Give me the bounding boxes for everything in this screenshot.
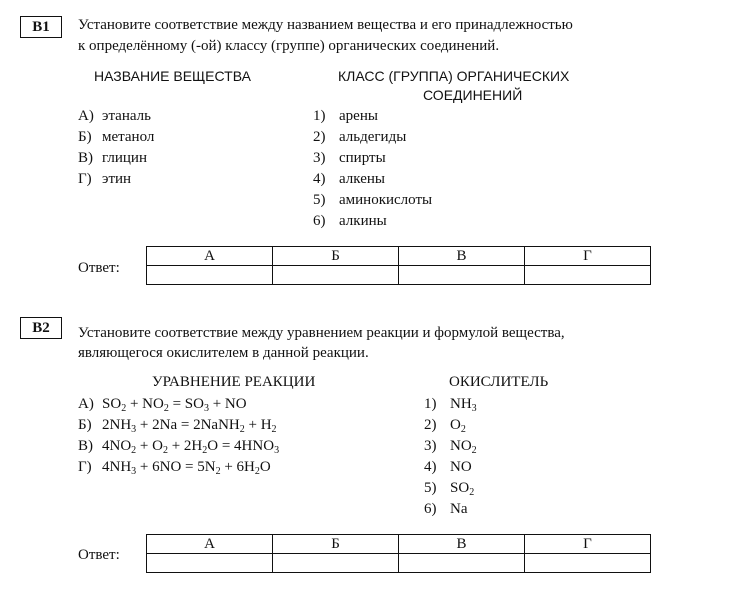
b2-intro-line-1: Установите соответствие между уравнением реакции и формулой вещества, bbox=[78, 325, 565, 341]
item-key: Г) bbox=[78, 459, 92, 475]
formula: $SO_2 + NO_2 = SO_3$ + NO bbox=[102, 396, 247, 414]
answer-input-row bbox=[147, 266, 651, 285]
item-key: Г) bbox=[78, 171, 92, 187]
b2-right-column-header: ОКИСЛИТЕЛЬ bbox=[449, 374, 549, 390]
answer-column-header: Б bbox=[273, 535, 399, 554]
item-text: альдегиды bbox=[339, 129, 407, 145]
formula: $4NH_3 + 6NO = 5N_2 + 6H_2O$ bbox=[102, 459, 271, 477]
b2-left-column-header: УРАВНЕНИЕ РЕАКЦИИ bbox=[152, 374, 316, 390]
item-key: 2) bbox=[313, 129, 326, 145]
list-item bbox=[78, 458, 271, 476]
answer-cell-b[interactable] bbox=[273, 554, 399, 573]
list-item bbox=[78, 437, 279, 455]
list-item bbox=[424, 479, 474, 497]
b2-intro-line-2: являющегося окислителем в данной реакции. bbox=[78, 345, 369, 361]
formula: Na bbox=[450, 501, 468, 517]
b2-task-label: B2 bbox=[20, 317, 62, 339]
item-text: этин bbox=[102, 171, 132, 187]
b1-answer-table bbox=[146, 246, 651, 285]
list-item bbox=[313, 149, 386, 167]
answer-column-header: А bbox=[147, 247, 273, 266]
formula: $NO_2$ bbox=[450, 438, 477, 456]
list-item bbox=[424, 395, 477, 413]
b1-answer-label: Ответ: bbox=[78, 260, 120, 276]
list-item bbox=[78, 149, 147, 167]
b1-intro-line-1: Установите соответствие между названием вещества и его принадлежностью bbox=[78, 17, 573, 33]
answer-cell-g[interactable] bbox=[525, 554, 651, 573]
list-item bbox=[313, 212, 387, 230]
formula: $SO_2$ bbox=[450, 480, 475, 498]
item-text: спирты bbox=[339, 150, 386, 166]
item-key: 3) bbox=[424, 438, 437, 454]
item-text: этаналь bbox=[102, 108, 151, 124]
b1-task-label: B1 bbox=[20, 16, 62, 38]
item-key: А) bbox=[78, 396, 94, 412]
answer-column-header: Г bbox=[525, 535, 651, 554]
item-key: 4) bbox=[424, 459, 437, 475]
list-item bbox=[313, 128, 406, 146]
list-item bbox=[424, 458, 472, 476]
list-item bbox=[78, 107, 151, 125]
list-item bbox=[313, 191, 432, 209]
answer-cell-g[interactable] bbox=[525, 266, 651, 285]
formula: $NH_3$ bbox=[450, 396, 477, 414]
item-text: алкены bbox=[339, 171, 385, 187]
list-item bbox=[424, 416, 466, 434]
item-text: глицин bbox=[102, 150, 147, 166]
b1-right-column-header-line-2: СОЕДИНЕНИЙ bbox=[423, 87, 523, 103]
list-item bbox=[78, 395, 247, 413]
item-key: 5) bbox=[424, 480, 437, 496]
item-key: 1) bbox=[424, 396, 437, 412]
answer-column-header: В bbox=[399, 535, 525, 554]
formula: $O_2$ bbox=[450, 417, 466, 435]
list-item bbox=[78, 170, 131, 188]
answer-header-row bbox=[147, 247, 651, 266]
item-key: 6) bbox=[424, 501, 437, 517]
item-key: Б) bbox=[78, 129, 92, 145]
formula: NO bbox=[450, 459, 472, 475]
answer-cell-a[interactable] bbox=[147, 266, 273, 285]
b2-answer-table bbox=[146, 534, 651, 573]
list-item bbox=[424, 500, 468, 518]
answer-column-header: В bbox=[399, 247, 525, 266]
answer-cell-v[interactable] bbox=[399, 554, 525, 573]
item-key: А) bbox=[78, 108, 94, 124]
item-key: В) bbox=[78, 150, 93, 166]
formula: $2NH_3 + 2Na$ = 2NaNH$_2$ + $H_2$ bbox=[102, 417, 277, 435]
list-item bbox=[313, 170, 385, 188]
answer-cell-a[interactable] bbox=[147, 554, 273, 573]
item-text: аминокислоты bbox=[339, 192, 433, 208]
item-key: 4) bbox=[313, 171, 326, 187]
answer-input-row bbox=[147, 554, 651, 573]
b2-answer-label: Ответ: bbox=[78, 547, 120, 563]
item-key: 2) bbox=[424, 417, 437, 433]
list-item bbox=[78, 416, 277, 434]
b1-intro-line-2: к определённому (-ой) классу (группе) органических соединений. bbox=[78, 38, 500, 54]
item-key: Б) bbox=[78, 417, 92, 433]
answer-column-header: Г bbox=[525, 247, 651, 266]
b1-left-column-header: НАЗВАНИЕ ВЕЩЕСТВА bbox=[94, 68, 251, 84]
answer-column-header: Б bbox=[273, 247, 399, 266]
answer-cell-v[interactable] bbox=[399, 266, 525, 285]
item-text: метанол bbox=[102, 129, 155, 145]
list-item bbox=[313, 107, 378, 125]
item-key: 1) bbox=[313, 108, 326, 124]
formula: $4NO_2 + O_2 + 2H_2O = 4HNO_3$ bbox=[102, 438, 280, 456]
b1-right-column-header-line-1: КЛАСС (ГРУППА) ОРГАНИЧЕСКИХ bbox=[338, 68, 570, 84]
item-key: 5) bbox=[313, 192, 326, 208]
answer-column-header: А bbox=[147, 535, 273, 554]
item-text: арены bbox=[339, 108, 378, 124]
item-key: 6) bbox=[313, 213, 326, 229]
answer-header-row bbox=[147, 535, 651, 554]
list-item bbox=[424, 437, 477, 455]
answer-cell-b[interactable] bbox=[273, 266, 399, 285]
item-key: В) bbox=[78, 438, 93, 454]
item-text: алкины bbox=[339, 213, 387, 229]
item-key: 3) bbox=[313, 150, 326, 166]
list-item bbox=[78, 128, 154, 146]
